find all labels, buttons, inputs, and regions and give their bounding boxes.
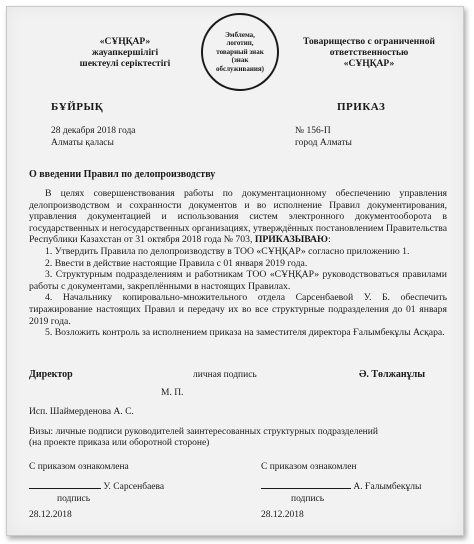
preamble-text: В целях совершенствования работы по документационному обеспечению управления делопроизводством и сохранности документов и во исполнение Правил документирования, управления документацией и использования систем электронного документооборота в государственных и негосударственных организациях, утверждённых постановлением Правительства Республики Казахстан от 31 октября 2018 года № 703, bbox=[29, 188, 447, 246]
org-name-kz: «СҰҢҚАР» bbox=[99, 37, 151, 47]
command-word: ПРИКАЗЫВАЮ bbox=[254, 234, 328, 246]
order-date: 28 декабря 2018 года bbox=[51, 126, 136, 136]
org-form-ru-line2: ответственностью bbox=[329, 48, 409, 58]
executor: Исп. Шаймерденова А. С. bbox=[29, 407, 134, 417]
order-title-ru: ПРИКАЗ bbox=[337, 101, 386, 113]
document-sheet bbox=[6, 6, 464, 536]
signature-line-right bbox=[261, 480, 351, 489]
org-name-ru: «СҰҢҚАР» bbox=[343, 59, 395, 69]
signature-line-left bbox=[29, 480, 101, 489]
sign-label-right: подпись bbox=[291, 494, 325, 504]
order-body bbox=[29, 188, 447, 339]
order-number: № 156-П bbox=[295, 126, 331, 136]
city-ru: город Алматы bbox=[295, 138, 352, 148]
order-subject: О введении Правил по делопроизводству bbox=[29, 169, 216, 180]
order-item-4: 4. Начальнику копировально-множительного отдела Сарсенбаевой У. Б. обеспечить тиражирование настоящих Правил и передачу их во все структурные подразделения до 01 января 2019 года. bbox=[29, 292, 447, 327]
acquaint-name-left: У. Сарсенбаева bbox=[103, 482, 165, 492]
acquaint-signature-left bbox=[29, 480, 164, 493]
city-kz: Алматы қаласы bbox=[51, 138, 114, 148]
org-form-kz-line1: жауапкершілігі bbox=[91, 48, 159, 58]
visas-line-1: Визы: личные подписи руководителей заинтересованных структурных подразделений bbox=[29, 427, 378, 437]
acquaint-date-left: 28.12.2018 bbox=[29, 510, 72, 520]
org-header-ru bbox=[289, 37, 449, 70]
signature-label: личная подпись bbox=[193, 370, 257, 380]
acquaint-date-right: 28.12.2018 bbox=[261, 510, 304, 520]
order-item-3: 3. Структурным подразделениям и работникам ТОО «СҰҢҚАР» руководствоваться правилами работы с документами, закреплёнными в настоящих Правилах. bbox=[29, 269, 447, 292]
preamble-paragraph bbox=[29, 188, 447, 246]
acquaint-heading-left: С приказом ознакомлена bbox=[29, 462, 129, 472]
stamp-place: М. П. bbox=[161, 388, 184, 398]
signatory-role: Директор bbox=[29, 369, 73, 380]
org-header-kz bbox=[65, 37, 185, 70]
emblem-placeholder bbox=[201, 13, 279, 91]
order-title-kz: БҰЙРЫҚ bbox=[51, 101, 104, 113]
acquaint-signature-right bbox=[261, 480, 421, 493]
order-item-5: 5. Возложить контроль за исполнением приказа на заместителя директора Ғалымбекұлы Асқара. bbox=[45, 327, 445, 339]
visas-line-2: (на проекте приказа или оборотной стороне) bbox=[29, 438, 210, 448]
signatory-name: Ә. Төлжанұлы bbox=[359, 369, 426, 380]
org-form-kz-line2: шектеулі серіктестігі bbox=[79, 59, 171, 69]
acquaint-heading-right: С приказом ознакомлен bbox=[261, 462, 357, 472]
emblem-text: Эмблема, логотип, товарный знак (знак обслуживания) bbox=[215, 30, 264, 73]
order-item-1: 1. Утвердить Правила по делопроизводству в ТОО «СҰҢҚАР» согласно приложению 1. bbox=[45, 245, 410, 257]
order-item-2: 2. Ввести в действие настоящие Правила с 01 января 2019 года. bbox=[45, 257, 308, 269]
sign-label-left: подпись bbox=[57, 494, 91, 504]
org-form-ru-line1: Товарищество с ограниченной bbox=[303, 37, 435, 47]
acquaint-name-right: А. Ғалымбекұлы bbox=[353, 482, 422, 492]
command-colon: : bbox=[327, 234, 331, 246]
